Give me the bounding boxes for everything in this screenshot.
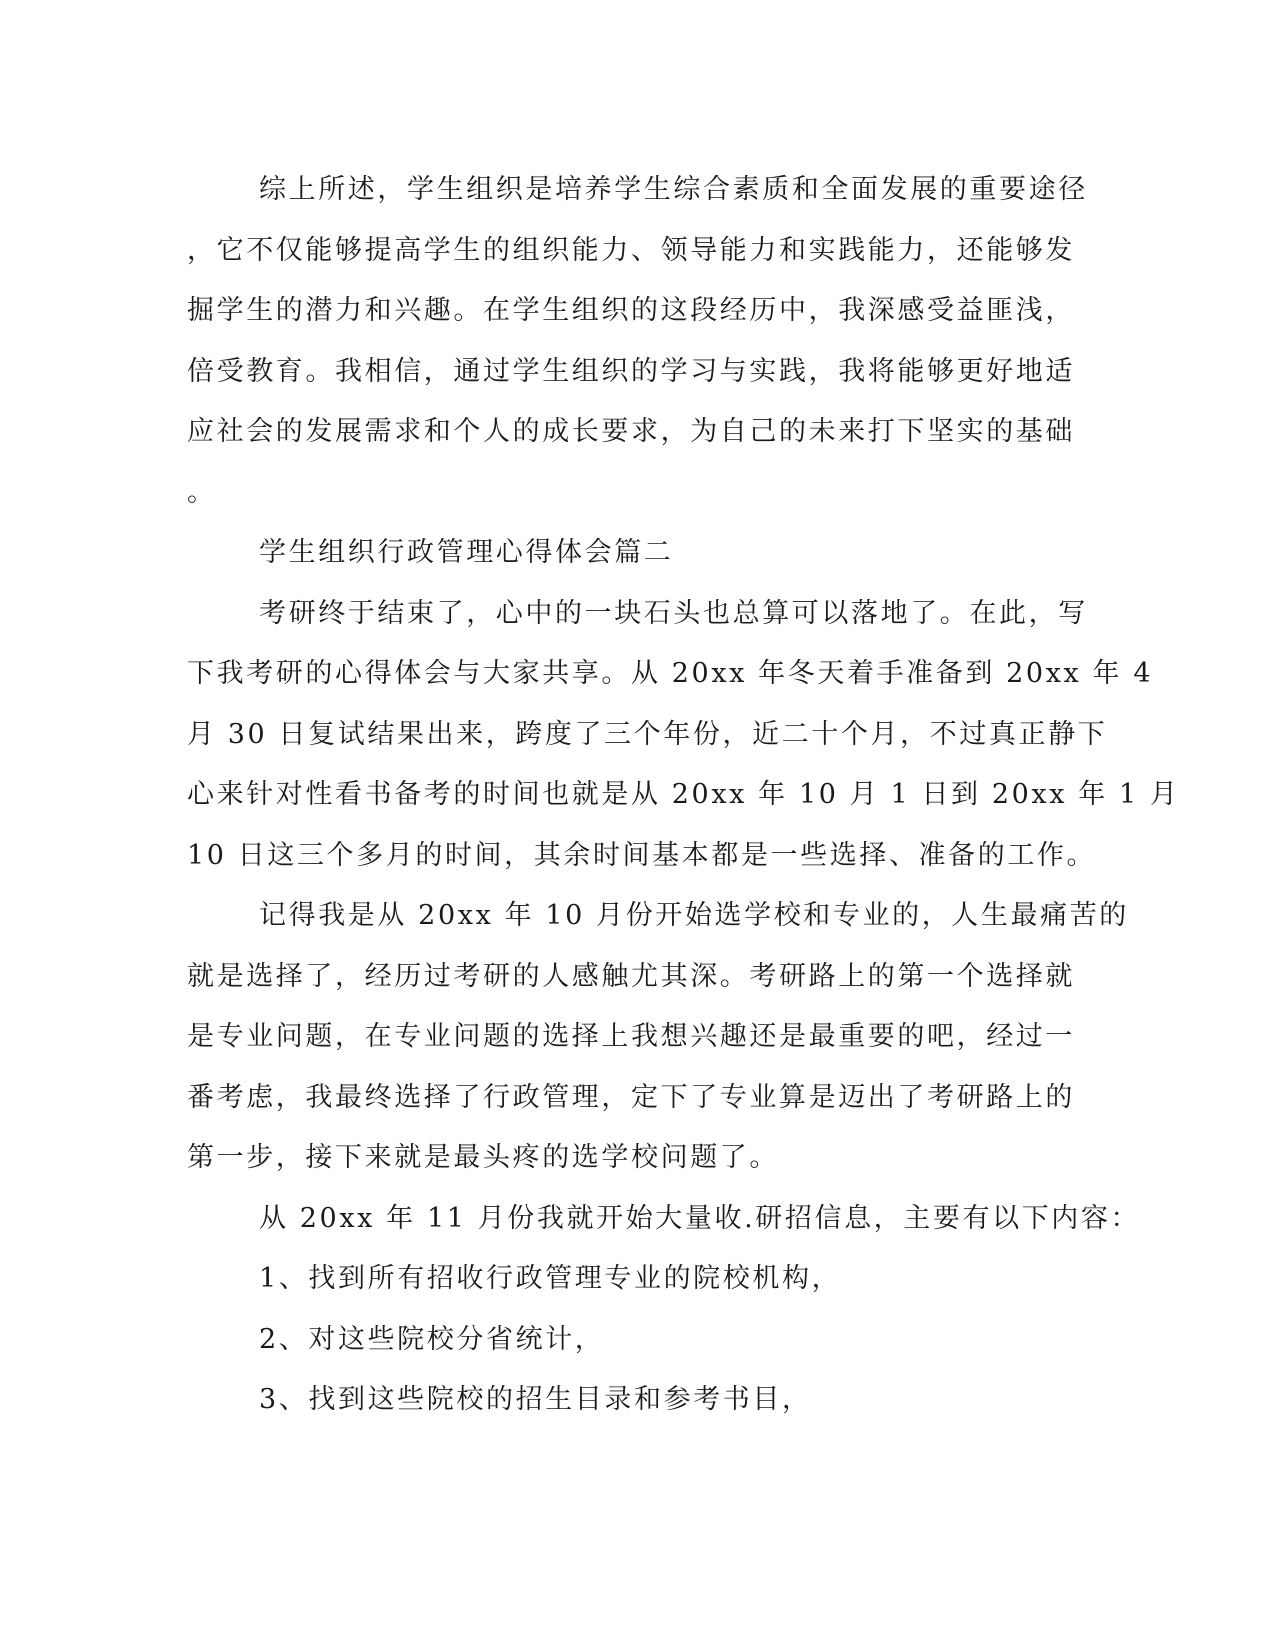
paragraph-intro	[187, 584, 1180, 887]
text-line: 就是选择了，经历过考研的人感触尤其深。考研路上的第一个选择就	[187, 960, 1075, 992]
paragraph-summary	[187, 160, 1087, 523]
text-line: 综上所述，学生组织是培养学生综合素质和全面发展的重要途径	[259, 174, 1088, 205]
text-line: 心来针对性看书备考的时间也就是从 20xx 年 10 月 1 日到 20xx 年 1 月	[187, 779, 1180, 810]
text-line: 下我考研的心得体会与大家共享。从 20xx 年冬天着手准备到 20xx 年 4	[187, 658, 1154, 689]
list-item: 1、找到所有招收行政管理专业的院校机构，	[259, 1263, 842, 1294]
text-line: 番考虑，我最终选择了行政管理，定下了专业算是迈出了考研路上的	[187, 1081, 1075, 1113]
text-line: 从 20xx 年 11 月份我就开始大量收.研招信息，主要有以下内容：	[259, 1202, 1141, 1234]
numbered-list	[187, 1249, 1087, 1431]
text-line: 考研终于结束了，心中的一块石头也总算可以落地了。在此，写	[259, 597, 1088, 629]
list-item: 3、找到这些院校的招生目录和参考书目，	[259, 1384, 812, 1415]
text-line: 记得我是从 20xx 年 10 月份开始选学校和专业的，人生最痛苦的	[259, 900, 1129, 931]
text-line: 是专业问题，在专业问题的选择上我想兴趣还是最重要的吧，经过一	[187, 1021, 1075, 1052]
text-line: 月 30 日复试结果出来，跨度了三个年份，近二十个月，不过真正静下	[187, 718, 1108, 750]
text-line: 10 日这三个多月的时间，其余时间基本都是一些选择、准备的工作。	[187, 839, 1097, 871]
text-line: 倍受教育。我相信，通过学生组织的学习与实践，我将能够更好地适	[187, 355, 1075, 387]
text-line: 第一步，接下来就是最头疼的选学校问题了。	[187, 1142, 779, 1173]
text-line: 掘学生的潜力和兴趣。在学生组织的这段经历中，我深感受益匪浅，	[187, 295, 1075, 326]
text-line: 应社会的发展需求和个人的成长要求，为自己的未来打下坚实的基础	[187, 416, 1075, 447]
list-item: 2、对这些院校分省统计，	[259, 1323, 605, 1355]
text-line: 。	[187, 476, 217, 508]
section-title: 学生组织行政管理心得体会篇二	[259, 537, 674, 568]
section-heading	[187, 523, 1087, 584]
text-line: ，它不仅能够提高学生的组织能力、领导能力和实践能力，还能够发	[187, 234, 1075, 266]
paragraph-info	[187, 1189, 1141, 1250]
document-body	[187, 160, 1180, 1431]
paragraph-choice	[187, 886, 1129, 1189]
